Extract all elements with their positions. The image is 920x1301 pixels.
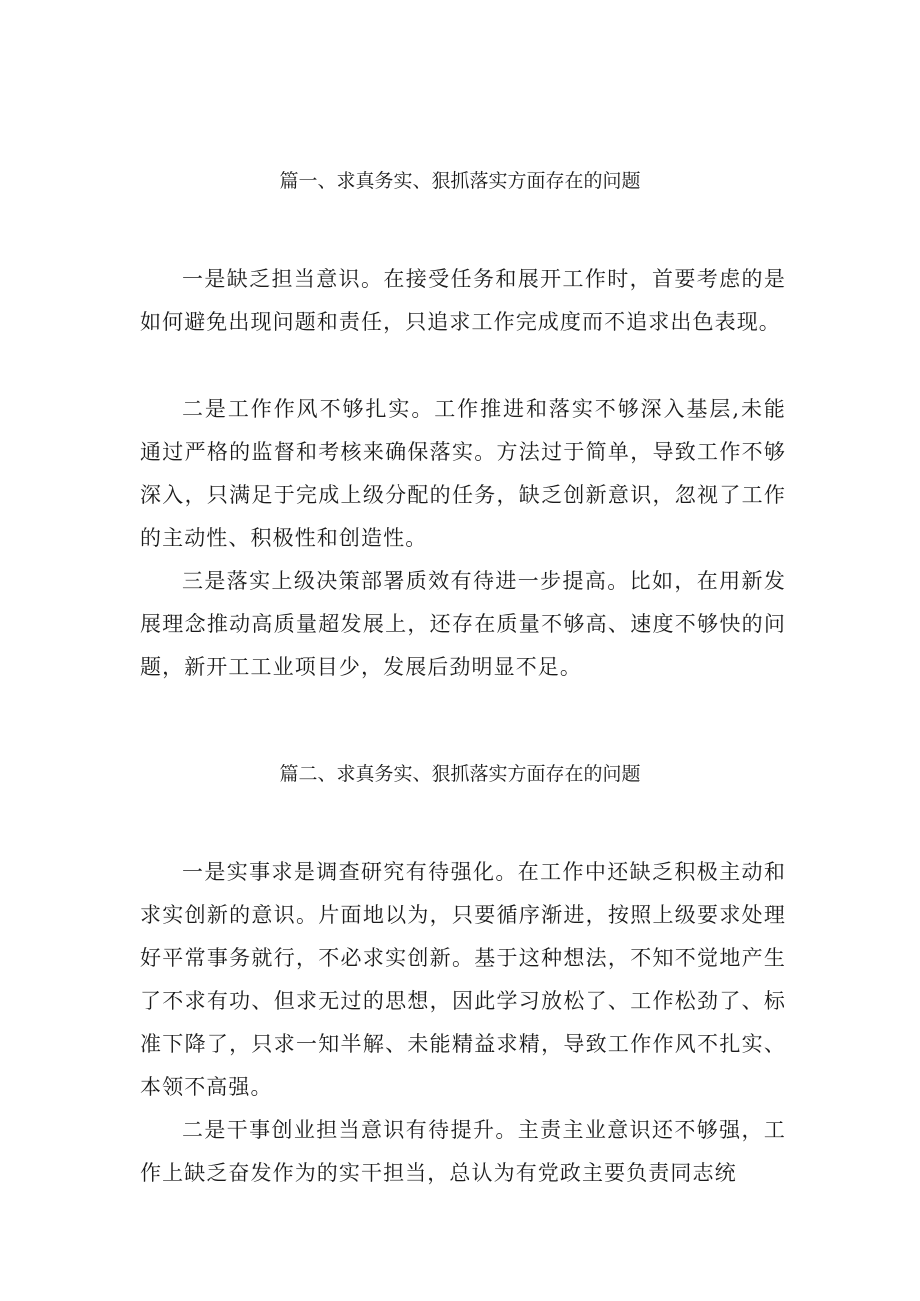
section-2-heading: 篇二、求真务实、狠抓落实方面存在的问题 (279, 763, 641, 785)
section-1-paragraph-3: 三是落实上级决策部署质效有待进一步提高。比如，在用新发展理念推动高质量超发展上，还存在质量不够高、速度不够快的问题，新开工工业项目少，发展后劲明显不足。 (140, 569, 786, 679)
section-2-paragraph-1: 一是实事求是调查研究有待强化。在工作中还缺乏积极主动和求实创新的意识。片面地以为，只要循序渐进，按照上级要求处理好平常事务就行，不必求实创新。基于这种想法，不知不觉地产生了不求有功、但求无过的思想，因此学习放松了、工作松劲了、标准下降了，只求一知半解、未能精益求精，导致工作作风不扎实、本领不高强。 (140, 860, 786, 1099)
section-1-paragraph-1: 一是缺乏担当意识。在接受任务和展开工作时，首要考虑的是如何避免出现问题和责任，只追求工作完成度而不追求出色表现。 (140, 267, 786, 334)
section-2-paragraph-2: 二是干事创业担当意识有待提升。主责主业意识还不够强，工作上缺乏奋发作为的实干担当，总认为有党政主要负责同志统 (140, 1118, 786, 1185)
section-1-paragraph-2: 二是工作作风不够扎实。工作推进和落实不够深入基层,未能通过严格的监督和考核来确保落实。方法过于简单，导致工作不够深入，只满足于完成上级分配的任务，缺乏创新意识，忽视了工作的主动性、积极性和创造性。 (140, 397, 786, 550)
section-1-heading: 篇一、求真务实、狠抓落实方面存在的问题 (279, 170, 641, 192)
